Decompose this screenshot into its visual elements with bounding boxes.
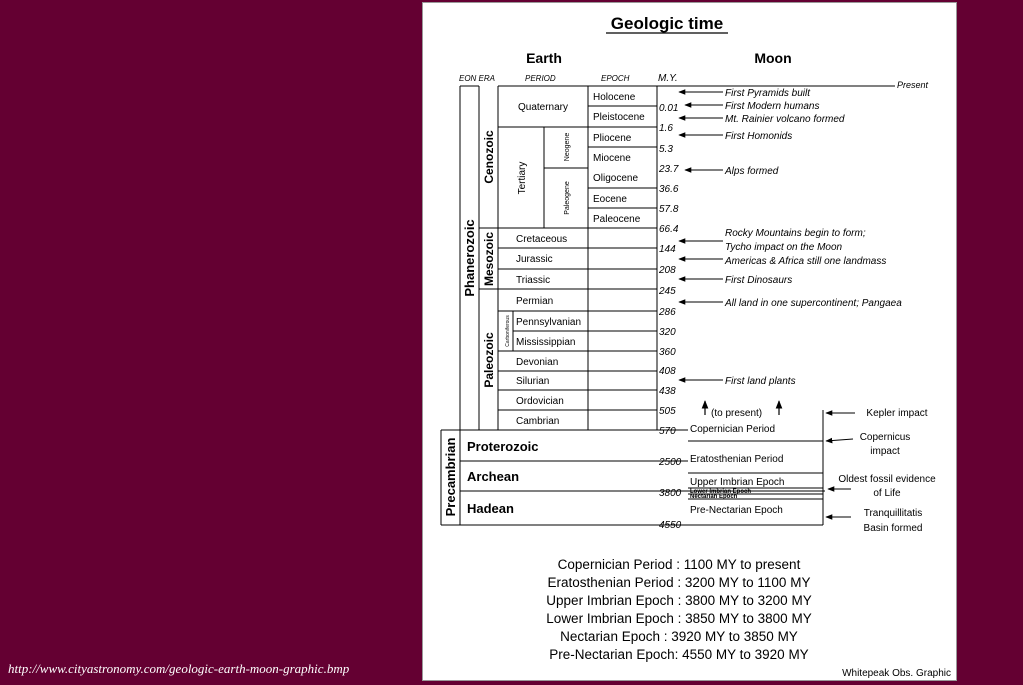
period-pennsylvanian: Pennsylvanian: [516, 317, 582, 328]
legend-line: Nectarian Epoch : 3920 MY to 3850 MY: [560, 629, 798, 644]
diagram-panel: [422, 2, 957, 681]
age-label: 23.7: [659, 164, 679, 175]
geologic-time-diagram: [423, 3, 956, 680]
age-label: 570: [659, 426, 676, 437]
age-label: 144: [659, 244, 676, 255]
period-triassic: Triassic: [516, 275, 551, 286]
period-mississippian: Mississippian: [516, 337, 576, 348]
period-devonian: Devonian: [516, 357, 559, 368]
epoch-pleistocene: Pleistocene: [593, 112, 645, 123]
age-label: 208: [659, 265, 676, 276]
age-label: 320: [659, 327, 676, 338]
legend-line: Eratosthenian Period : 3200 MY to 1100 MY: [547, 575, 811, 590]
period-permian: Permian: [516, 296, 554, 307]
moon-copernician-period: Copernician Period: [690, 424, 776, 435]
epoch-oligocene: Oligocene: [593, 173, 639, 184]
age-label: 286: [659, 307, 676, 318]
period-tertiary: Tertiary: [517, 161, 528, 195]
period-ordovician: Ordovician: [516, 396, 564, 407]
event-modern-humans: First Modern humans: [725, 101, 820, 112]
event-mt-rainier: Mt. Rainier volcano formed: [725, 114, 845, 125]
event-first-pyramids: First Pyramids built: [725, 88, 811, 99]
age-label: 5.3: [659, 144, 673, 155]
moon-upper-imbrian-epoch: Upper Imbrian Epoch: [690, 477, 785, 488]
period-cretaceous: Cretaceous: [516, 234, 568, 245]
epoch-holocene: Holocene: [593, 92, 636, 103]
age-label: 3800: [659, 488, 682, 499]
era-mesozoic: Mesozoic: [482, 231, 496, 287]
age-label: 408: [659, 366, 676, 377]
eon-hadean: Hadean: [467, 501, 514, 516]
era-paleozoic: Paleozoic: [482, 332, 496, 388]
header-eon-era: EON ERA: [459, 74, 496, 83]
eon-proterozoic: Proterozoic: [467, 439, 539, 454]
moon-eratosthenian-period: Eratosthenian Period: [690, 454, 784, 465]
moon-event-tranquillitatis-1: Tranquillitatis: [863, 508, 923, 519]
epoch-paleocene: Paleocene: [593, 214, 641, 225]
age-label: 57.8: [659, 204, 679, 215]
moon-event-copernicus-2: impact: [870, 446, 900, 457]
legend-line: Lower Imbrian Epoch : 3850 MY to 3800 MY: [546, 611, 812, 626]
source-url: http://www.cityastronomy.com/geologic-earth-moon-graphic.bmp: [8, 661, 350, 676]
to-present-label: (to present): [711, 408, 763, 419]
age-label: 438: [659, 386, 676, 397]
epoch-miocene: Miocene: [593, 153, 631, 164]
moon-event-arrows: [826, 413, 855, 517]
event-first-homonids: First Homonids: [725, 131, 793, 142]
event-pangaea: All land in one supercontinent; Pangaea: [725, 298, 902, 309]
event-alps: Alps formed: [725, 166, 779, 177]
moon-event-fossil-1: Oldest fossil evidence: [838, 474, 936, 485]
subperiod-neogene: Neogene: [564, 132, 571, 162]
moon-lower-imbrian-epoch: Lower Imbrian Epoch: [690, 489, 752, 495]
moon-pre-nectarian-epoch: Pre-Nectarian Epoch: [690, 505, 783, 516]
event-rocky-mountains: Rocky Mountains begin to form;: [725, 228, 866, 239]
diagram-title: Geologic time: [610, 14, 724, 33]
subperiod-paleogene: Paleogene: [564, 181, 571, 215]
age-label: 360: [659, 347, 676, 358]
period-jurassic: Jurassic: [516, 254, 553, 265]
age-label: 1.6: [659, 123, 673, 134]
age-label: 36.6: [659, 184, 679, 195]
age-label: 2500: [659, 457, 682, 468]
moon-event-kepler: Kepler impact: [866, 408, 928, 419]
period-cambrian: Cambrian: [516, 416, 560, 427]
earth-column-title: Earth: [526, 50, 562, 66]
header-my: M.Y.: [658, 73, 678, 84]
epoch-pliocene: Pliocene: [593, 133, 632, 144]
event-first-land-plants: First land plants: [725, 376, 796, 387]
age-label: 0.01: [659, 103, 679, 114]
period-quaternary: Quaternary: [517, 102, 569, 113]
era-cenozoic: Cenozoic: [482, 130, 496, 184]
earth-event-arrows: [679, 92, 723, 380]
eon-archean: Archean: [467, 469, 520, 484]
epoch-eocene: Eocene: [593, 194, 627, 205]
eon-precambrian: Precambrian: [443, 437, 458, 517]
moon-column-title: Moon: [754, 50, 792, 66]
subperiod-carboniferous: Carboniferous: [505, 315, 511, 347]
moon-event-copernicus-1: Copernicus: [859, 432, 911, 443]
moon-nectarian-epoch: Nectarian Epoch: [690, 494, 738, 500]
moon-event-fossil-2: of Life: [873, 488, 901, 499]
header-epoch: EPOCH: [601, 74, 630, 83]
period-silurian: Silurian: [516, 376, 550, 387]
header-period: PERIOD: [525, 74, 556, 83]
legend-line: Upper Imbrian Epoch : 3800 MY to 3200 MY: [546, 593, 812, 608]
credit-text: Whitepeak Obs. Graphic: [842, 668, 951, 679]
age-label: 66.4: [659, 224, 679, 235]
event-tycho-impact: Tycho impact on the Moon: [725, 242, 843, 253]
age-label: 4550: [659, 520, 682, 531]
legend-line: Pre-Nectarian Epoch: 4550 MY to 3920 MY: [549, 647, 809, 662]
moon-event-tranquillitatis-2: Basin formed: [863, 523, 923, 534]
eon-phanerozoic: Phanerozoic: [462, 219, 477, 297]
legend-line: Copernician Period : 1100 MY to present: [557, 557, 801, 572]
age-label: 245: [659, 286, 676, 297]
event-first-dinosaurs: First Dinosaurs: [725, 275, 793, 286]
event-americas-africa: Americas & Africa still one landmass: [725, 256, 887, 267]
age-label: 505: [659, 406, 676, 417]
header-present: Present: [897, 80, 929, 90]
